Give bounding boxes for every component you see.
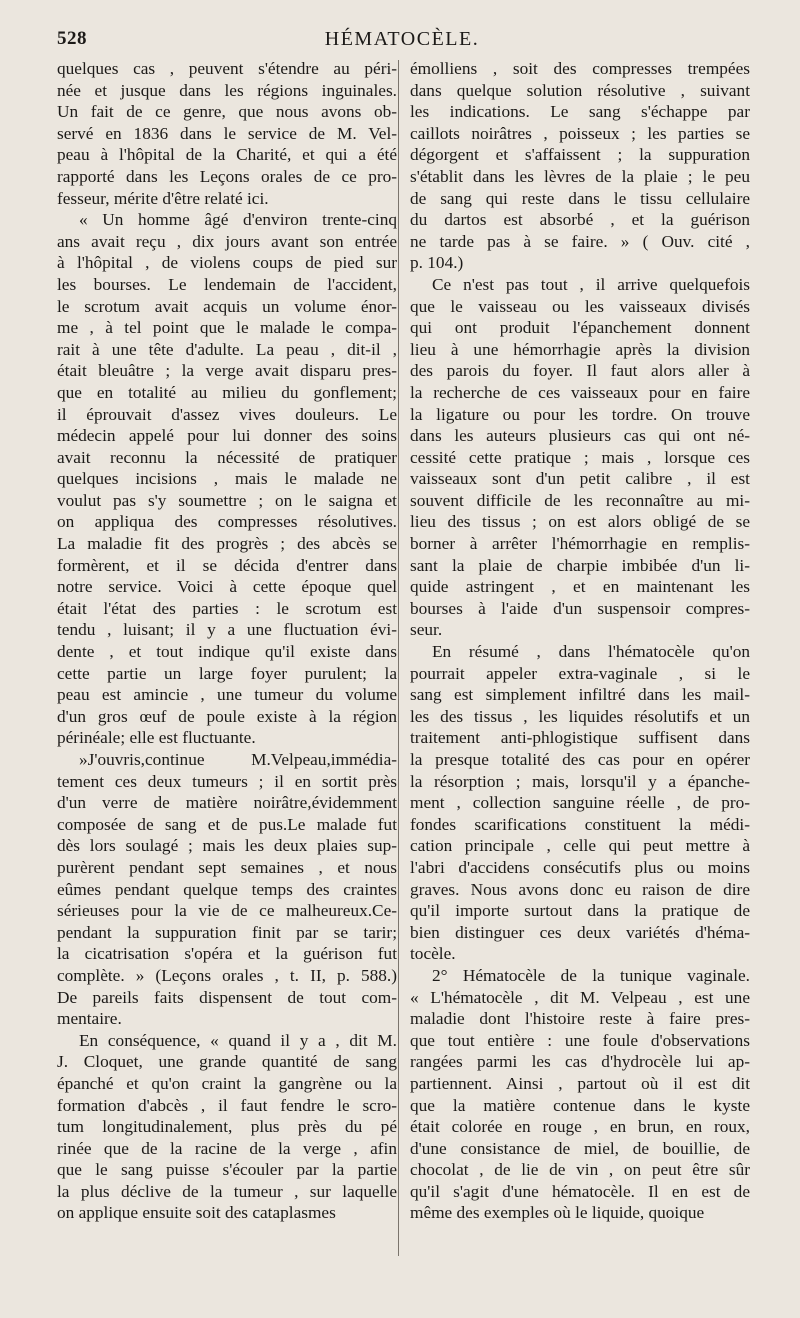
text-line: borner à arrêter l'hémorrhagie en remplis- [410, 534, 750, 554]
text-line: à l'hôpital , de violens coups de pied sur [57, 253, 397, 273]
text-line: bourses à l'aide d'un suspensoir compres- [410, 598, 750, 618]
text-line: sang est simplement infiltré dans les mail- [410, 685, 750, 705]
text-line: dès lors soulagé ; mais les deux plaies sup- [57, 836, 397, 856]
text-line: tocèle. [410, 944, 456, 964]
text-line: d'une consistance de miel, de bouillie, de [410, 1138, 750, 1158]
text-line: née et jusque dans les régions inguinales. [57, 80, 397, 100]
text-line: que le vaisseau ou les vaisseaux divisés [410, 296, 750, 316]
running-title: HÉMATOCÈLE. [324, 28, 480, 50]
text-line: maladie dont l'histoire reste à faire pres- [410, 1009, 750, 1029]
text-line: J. Cloquet, une grande quantité de sang [57, 1052, 397, 1072]
text-line: 2° Hématocèle de la tunique vaginale. [432, 965, 750, 985]
text-line: bien distinguer ces deux variétés d'héma- [410, 922, 750, 942]
text-line: « L'hématocèle , dit M. Velpeau , est une [410, 987, 750, 1007]
left-text-column [57, 58, 397, 1224]
text-line: quelques cas , peuvent s'étendre au péri- [57, 59, 397, 78]
text-line: dente , et tout indique qu'il existe dans [57, 642, 397, 662]
text-line: seur. [410, 620, 443, 640]
text-line: médecin appelé pour lui donner des soins [57, 426, 397, 446]
text-line: la ligature ou pour les tordre. On trouve [410, 404, 750, 424]
page-number: 528 [57, 28, 87, 49]
text-line: me , à tel point que le malade le compa- [57, 318, 397, 338]
text-line: dégorgent et s'affaissent ; la suppuration [410, 145, 750, 165]
paragraph [410, 641, 750, 965]
text-line: était bleuâtre ; la verge avait disparu pres- [57, 361, 397, 381]
text-line: pendant la suppuration finit par se tarir; [57, 922, 397, 942]
text-line: l'abri d'accidens consécutifs plus ou moins [410, 857, 750, 877]
text-line: Ce n'est pas tout , il arrive quelquefois [432, 274, 750, 294]
page-header [57, 28, 747, 54]
text-line: servé en 1836 dans le service de M. Vel- [57, 123, 397, 143]
text-line: Un fait de ce genre, que nous avons ob- [57, 102, 397, 122]
text-line: »J'ouvris,continue M.Velpeau,immédia- [79, 750, 397, 769]
text-line: dans quelque solution résolutive , suivant [410, 80, 750, 100]
right-text-column [410, 58, 750, 1224]
text-line: de sang qui reste dans le tissu cellulaire [410, 188, 750, 208]
text-line: tement ces deux tumeurs ; il en sortit près [57, 771, 397, 791]
paragraph [410, 965, 750, 1224]
text-line: que le sang puisse s'écouler par la partie [57, 1160, 397, 1180]
text-line: que en totalité au milieu du gonflement; [57, 382, 397, 402]
text-line: était colorée en rouge , en brun, en roux, [410, 1117, 750, 1137]
text-line: ne tarde pas à se faire. » ( Ouv. cité , [410, 231, 750, 251]
text-line: qu'il importe surtout dans la pratique de [410, 901, 750, 921]
text-line: pourrait appeler extra-vaginale , si le [410, 663, 750, 683]
text-line: p. 104.) [410, 253, 464, 273]
text-line: quide astringent , et en maintenant les [410, 577, 750, 597]
text-line: tendu , luisant; il y a une fluctuation évi- [57, 620, 397, 640]
text-line: était l'état des parties : le scrotum est [57, 598, 397, 618]
text-line: la recherche de ces vaisseaux pour en faire [410, 382, 750, 402]
text-line: que tout entière : une foule d'observations [410, 1030, 750, 1050]
text-line: qui ont produit l'épanchement donnent [410, 318, 750, 338]
text-line: on applique ensuite soit des cataplasmes [57, 1203, 336, 1223]
text-line: des parois du foyer. Il faut alors aller à [410, 361, 750, 381]
text-line: formèrent, et il se décida d'entrer dans [57, 555, 397, 575]
text-line: s'établit dans les lèvres de la plaie ; le peu [410, 166, 750, 186]
text-line: qu'il s'agit d'une hématocèle. Il en est de [410, 1181, 750, 1201]
text-line: La maladie fit des progrès ; des abcès se [57, 534, 397, 554]
text-line: la résorption ; mais, lorsqu'il y a épanche- [410, 771, 750, 791]
paragraph [57, 749, 397, 1030]
text-line: rapporté dans les Leçons orales de ce pro- [57, 166, 397, 186]
text-line: fondes scarifications constituent la médi- [410, 814, 750, 834]
text-line: En conséquence, « quand il y a , dit M. [79, 1030, 397, 1050]
text-line: les indications. Le sang s'échappe par [410, 102, 750, 122]
text-line: chocolat , de lie de vin , on peut être sûr [410, 1160, 750, 1180]
text-line: peau est amincie , une tumeur du volume [57, 685, 397, 705]
text-line: d'un gros œuf de poule existe à la région [57, 706, 397, 726]
text-line: avait reconnu la nécessité de pratiquer [57, 447, 397, 467]
text-line: il éprouvait d'assez vives douleurs. Le [57, 404, 397, 424]
text-line: composée de sang et de pus.Le malade fut [57, 814, 397, 834]
text-line: lieu des tissus ; on est alors obligé de se [410, 512, 750, 532]
text-line: d'un verre de matière noirâtre,évidemment [57, 793, 397, 813]
text-line: même des exemples où le liquide, quoique [410, 1203, 705, 1223]
text-line: rinée que de la racine de la verge , afin [57, 1138, 397, 1158]
paragraph [57, 58, 397, 209]
text-line: quelques incisions , mais le malade ne [57, 469, 397, 489]
paragraph [57, 209, 397, 749]
text-line: voulut pas s'y soumettre ; on le saigna et [57, 490, 397, 510]
text-line: rait à une tête d'adulte. La peau , dit-il , [57, 339, 397, 359]
text-line: traitement anti-phlogistique suffisent dans [410, 728, 750, 748]
text-line: cation principale , celle qui peut mettre à [410, 836, 750, 856]
column-divider [398, 60, 399, 1256]
text-line: En résumé , dans l'hématocèle qu'on [432, 642, 750, 662]
text-line: épanché et qu'on craint la gangrène ou la [57, 1073, 397, 1093]
text-line: caillots noirâtres , poisseux ; les parties se [410, 123, 750, 143]
paragraph [57, 1030, 397, 1224]
paragraph [410, 274, 750, 641]
text-line: la plus déclive de la tumeur , sur laquelle [57, 1181, 397, 1201]
text-line: on appliqua des compresses résolutives. [57, 512, 397, 532]
text-line: mentaire. [57, 1009, 122, 1029]
text-line: les des tissus , les liquides résolutifs et un [410, 706, 750, 726]
text-line: fesseur, mérite d'être relaté ici. [57, 188, 269, 208]
paragraph [410, 58, 750, 274]
text-line: les bourses. Le lendemain de l'accident, [57, 274, 397, 294]
text-line: notre service. Voici à cette époque quel [57, 577, 397, 597]
text-line: ans avait reçu , dix jours avant son entrée [57, 231, 397, 251]
text-line: périnéale; elle est fluctuante. [57, 728, 256, 748]
text-line: cessité cette pratique ; mais , lorsque ces [410, 447, 750, 467]
text-line: formation d'abcès , il faut fendre le scro- [57, 1095, 397, 1115]
text-line: la cicatrisation s'opéra et la guérison fut [57, 944, 397, 964]
text-line: sant la plaie de charpie imbibée d'un li- [410, 555, 750, 575]
text-line: rangées parmi les cas d'hydrocèle lui ap- [410, 1052, 750, 1072]
text-line: « Un homme âgé d'environ trente-cinq [79, 210, 397, 230]
text-line: eûmes pendant quelque temps des craintes [57, 879, 397, 899]
text-line: vaisseaux sont d'un petit calibre , il est [410, 469, 750, 489]
text-line: le scrotum avait acquis un volume énor- [57, 296, 397, 316]
text-line: la presque totalité des cas pour en opérer [410, 750, 750, 769]
text-line: tum longitudinalement, plus près du pé [57, 1117, 397, 1137]
text-line: De pareils faits dispensent de tout com- [57, 987, 397, 1007]
text-line: complète. » (Leçons orales , t. II, p. 588.) [57, 965, 397, 985]
text-line: que la matière contenue dans le kyste [410, 1095, 750, 1115]
text-line: dans les auteurs plusieurs cas qui ont né- [410, 426, 750, 446]
text-line: purèrent pendant sept semaines , et nous [57, 857, 397, 877]
text-line: du dartos est absorbé , et la guérison [410, 210, 750, 230]
text-line: émolliens , soit des compresses trempées [410, 59, 750, 78]
text-line: peau à l'hôpital de la Charité, et qui a été [57, 145, 397, 165]
text-line: partiennent. Ainsi , partout où il est dit [410, 1073, 750, 1093]
text-line: cette partie un large foyer purulent; la [57, 663, 397, 683]
text-line: ment , collection sanguine réelle , de pro- [410, 793, 750, 813]
text-line: sérieuses pour la vie de ce malheureux.Ce- [57, 901, 397, 921]
text-line: graves. Nous avons donc eu raison de dire [410, 879, 750, 899]
text-line: lieu à une hémorrhagie après la division [410, 339, 750, 359]
text-line: souvent difficile de les reconnaître au mi- [410, 490, 750, 510]
